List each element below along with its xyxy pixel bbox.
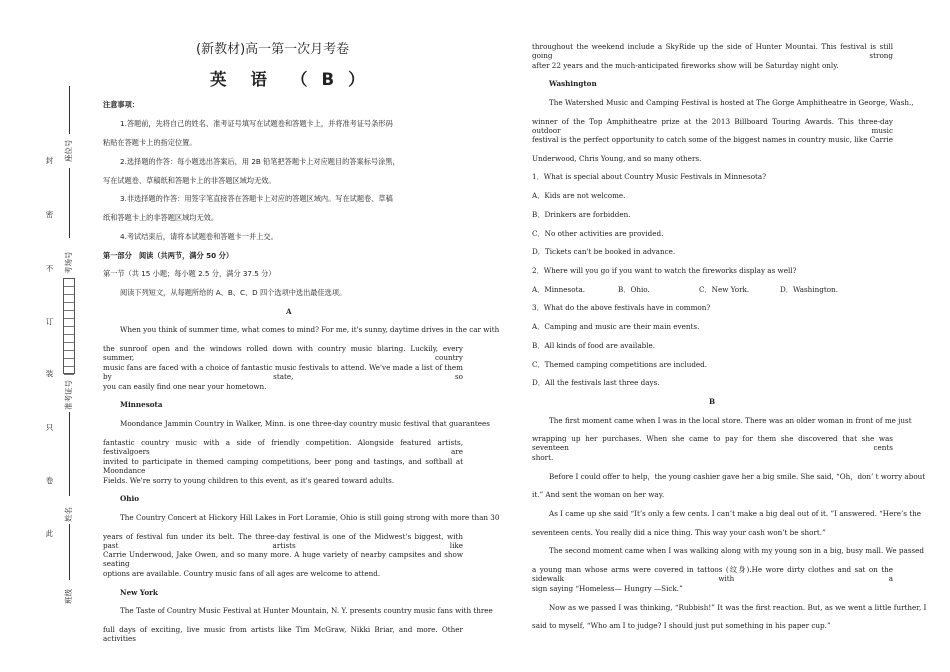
seal-char: 封 [45,156,54,165]
passage-line: wrapping up her purchases. When she came to pay for them she discovered that she was seventeen cents [532,434,893,452]
note-line: 粘贴在答题卡上的指定位置。 [103,138,197,147]
seal-char: 卷 [45,476,54,485]
passage-line: the sunroof open and the windows rolled down with country music blaring. Luckily, every summer, country [103,344,463,362]
exam-room-label: 考场号 [64,251,73,274]
passage-line: seventeen cents. You really did a nice thing. This way your cash won’t be short.” [532,528,826,537]
note-line: 纸和答题卡上的非答题区域均无效。 [103,213,219,222]
passage-line: options are available. Country music fans of all ages are welcome to attend. [103,569,381,578]
question-option: B．Drinkers are forbidden. [532,210,631,219]
passage-line: When you think of summer time, what comes to mind? For me, it's sunny, daytime drives in the car with [120,325,500,334]
note-line: 3.非选择题的作答：用签字笔直接答在答题卡上对应的答题区域内。写在试题卷、草稿 [120,194,393,203]
passage-line: Carrie Underwood, Jake Owen, and so many more. A huge variety of nearby campsites and show seating [103,550,463,568]
passage-line: Fields. We're sorry to young children to this event, as it's geared toward adults. [103,476,395,485]
question-option: B．All kinds of food are available. [532,341,656,350]
seal-char: 只 [45,423,54,432]
passage-line: fantastic country music with a side of friendly competition. Alongside featured artists, festivalgoers are [103,438,463,456]
ticket-number-boxes[interactable] [63,278,75,374]
name-label: 姓名 [64,507,73,522]
passage-line: The Taste of Country Music Festival at Hunter Mountain, N. Y. presents country music fans with three [120,606,493,615]
seal-char: 密 [45,210,54,219]
passage-line: Moondance Jammin Country in Walker, Minn. is one three-day country music festival that guarantees [120,419,490,428]
binding-line-top [69,86,70,134]
state-heading: Minnesota [120,400,163,409]
seat-number-line [69,168,70,238]
name-line [69,524,70,580]
note-line: 1.答题前，先将自己的姓名、准考证号填写在试题卷和答题卡上，并将准考证号条形码 [120,119,393,128]
part1-heading: 第一部分 阅读（共两节，满分 50 分） [103,251,234,260]
state-heading: Washington [549,79,597,88]
class-label: 班级 [64,589,73,604]
passage-line: you can easily find one near your hometown. [103,382,267,391]
passage-a-label: A [286,307,292,316]
instruction: 阅读下列短文，从每题所给的 A、B、C、D 四个选项中选出最佳选项。 [120,288,347,297]
question-stem: 1．What is special about Country Music Festivals in Minnesota? [532,172,767,181]
question-option: C．Themed camping competitions are included. [532,360,708,369]
question-option: A．Camping and music are their main events. [532,322,700,331]
passage-line: full days of exciting, live music from artists like Tim McGraw, Nikki Briar, and more. Other activities [103,625,463,643]
passage-line: festival is the perfect opportunity to catch some of the biggest names in country music, like Carrie [532,135,893,144]
question-option: C．New York. [699,285,750,294]
seal-char: 不 [45,264,54,273]
passage-line: a young man whose arms were covered in tattoos (纹身).He wore dirty clothes and sat on the sidewalk with a [532,565,893,583]
seal-char: 装 [45,369,54,378]
passage-line: Before I could offer to help，the young cashier gave her a big smile. She said, “Oh，don’ t worry about [549,472,926,481]
seat-number-label: 座位号 [64,139,73,162]
question-stem: 2．Where will you go if you want to watch the fireworks display as well? [532,266,797,275]
seal-char: 此 [45,529,54,538]
passage-line: Underwood, Chris Young, and so many others. [532,154,702,163]
passage-line: said to myself, “Who am I to judge? I should just put something in his paper cup.” [532,621,831,630]
passage-line: The first moment came when I was in the local store. There was an older woman in front of me just [549,416,912,425]
seal-char: 订 [45,317,54,326]
subject-char: 语 [250,70,281,89]
passage-b-label: B [709,397,716,406]
passage-line: The Country Concert at Hickory Hill Lakes in Fort Loramie, Ohio is still going strong with more than 30 [120,513,500,522]
note-line: 4.考试结束后，请将本试题卷和答题卡一并上交。 [120,232,278,241]
passage-line: music fans are faced with a choice of fantastic music festivals to attend. We've made a list of them by state, so [103,363,463,381]
passage-line: it.” And sent the woman on her way. [532,490,665,499]
passage-line: years of festival fun under its belt. The three-day festival is one of the Midwest's biggest, with past artists like [103,532,463,550]
exam-subtitle: (新教材)高一第一次月考卷 [196,42,350,57]
question-option: A．Kids are not welcome. [532,191,626,200]
question-option: C．No other activities are provided. [532,229,664,238]
exam-title [210,66,379,90]
passage-line: winner of the Top Amphitheatre prize at the 2013 Billboard Touring Awards. This three-day outdoor music [532,117,893,135]
passage-line: As I came up she said “It’s only a few cents. I can’t make a big deal out of it. ”I answered. “Here’s the [549,509,922,518]
version-label: （B） [291,70,379,89]
question-option: A．Minnesota. [532,285,586,294]
passage-line: sign saying “Homeless— Hungry —Sick.” [532,584,683,593]
passage-line: short. [532,453,554,462]
ticket-number-line [69,412,70,496]
subject-char: 英 [210,70,241,89]
passage-line: The second moment came when I was walking along with my young son in a big, busy mall. We passed [549,546,924,555]
passage-line: Now as we passed I was thinking, “Rubbish!” It was the first reaction. But, as we went a little further, I [549,603,927,612]
notes-heading: 注意事项： [103,100,139,109]
passage-line: throughout the weekend include a SkyRide up the side of Hunter Mountai. This festival is still going strong [532,42,893,60]
passage-line: invited to participate in themed camping competitions, beer pong and tastings, and softball at Moondance [103,457,463,475]
ticket-number-label: 准考证号 [64,380,73,410]
question-option: D．Tickets can't be booked in advance. [532,247,676,256]
passage-line: The Watershed Music and Camping Festival is hosted at The Gorge Amphitheatre in George, Wash., [549,98,914,107]
question-stem: 3．What do the above festivals have in common? [532,303,711,312]
section1-heading: 第一节（共 15 小题；每小题 2.5 分，满分 37.5 分） [103,269,276,278]
note-line: 写在试题卷、草稿纸和答题卡上的非答题区域均无效。 [103,176,276,185]
state-heading: Ohio [120,494,140,503]
note-line: 2.选择题的作答：每小题选出答案后，用 2B 铅笔把答题卡上对应题目的答案标号涂黑， [120,157,400,166]
question-option: D．Washington. [780,285,838,294]
question-option: B．Ohio. [618,285,650,294]
question-option: D．All the festivals last three days. [532,378,660,387]
state-heading: New York [120,588,158,597]
passage-line: after 22 years and the much-anticipated fireworks show will be Saturday night only. [532,61,839,70]
